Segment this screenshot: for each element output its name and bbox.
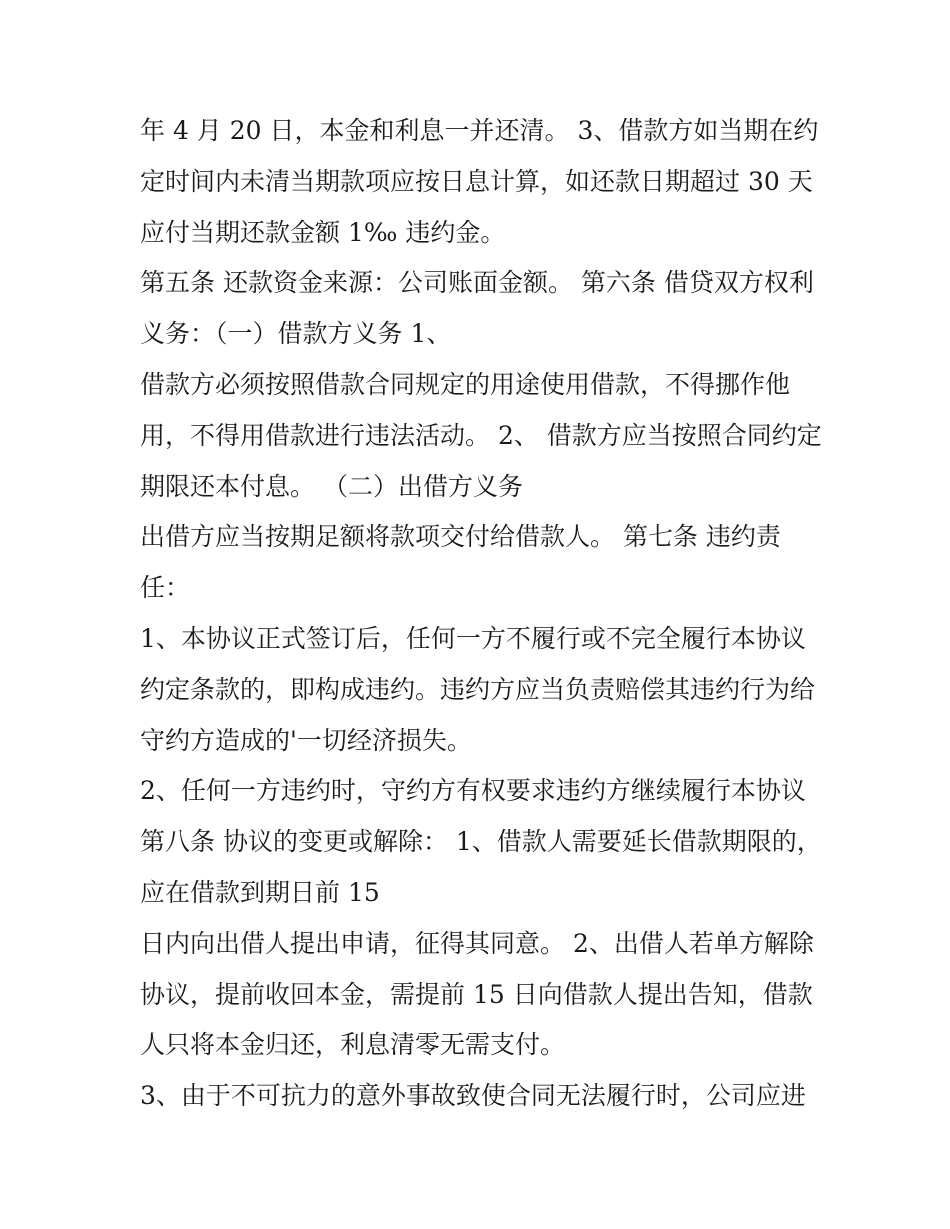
text-line: 应付当期还款金额 1‰ 违约金。 <box>140 217 506 247</box>
text-line: 守约方造成的'一切经济损失。 <box>140 725 472 755</box>
text-line: 借款方必须按照借款合同规定的用途使用借款，不得挪作他 <box>140 369 791 399</box>
text-line: 第八条 协议的变更或解除： 1、借款人需要延长借款期限的， <box>140 827 822 857</box>
text-line: 出借方应当按期足额将款项交付给借款人。 第七条 违约责 <box>140 522 781 552</box>
text-line: 第五条 还款资金来源：公司账面金额。 第六条 借贷双方权利 <box>140 268 814 298</box>
text-line: 协议，提前收回本金，需提前 15 日向借款人提出告知，借款 <box>140 979 813 1009</box>
text-line: 约定条款的，即构成违约。违约方应当负责赔偿其违约行为给 <box>140 674 816 704</box>
text-line: 人只将本金归还，利息清零无需支付。 <box>140 1030 566 1060</box>
text-line: 日内向出借人提出申请，征得其同意。 2、出借人若单方解除 <box>140 928 814 958</box>
text-line: 义务：（一）借款方义务 1、 <box>140 319 452 349</box>
text-line: 3、由于不可抗力的意外事故致使合同无法履行时，公司应进 <box>140 1081 806 1111</box>
text-line: 用，不得用借款进行违法活动。 2、 借款方应当按照合同约定 <box>140 420 822 450</box>
text-line: 2、任何一方违约时，守约方有权要求违约方继续履行本协议 <box>140 776 806 806</box>
text-line: 任： <box>140 573 191 603</box>
text-line: 1、本协议正式签订后，任何一方不履行或不完全履行本协议 <box>140 623 806 653</box>
text-line: 定时间内未清当期款项应按日息计算，如还款日期超过 30 天 <box>140 166 813 196</box>
document-body <box>140 106 830 1122</box>
text-line: 期限还本付息。 （二）出借方义务 <box>140 471 523 501</box>
text-line: 应在借款到期日前 15 <box>140 877 380 907</box>
text-line: 年 4 月 20 日，本金和利息一并还清。 3、借款方如当期在约 <box>140 116 819 145</box>
